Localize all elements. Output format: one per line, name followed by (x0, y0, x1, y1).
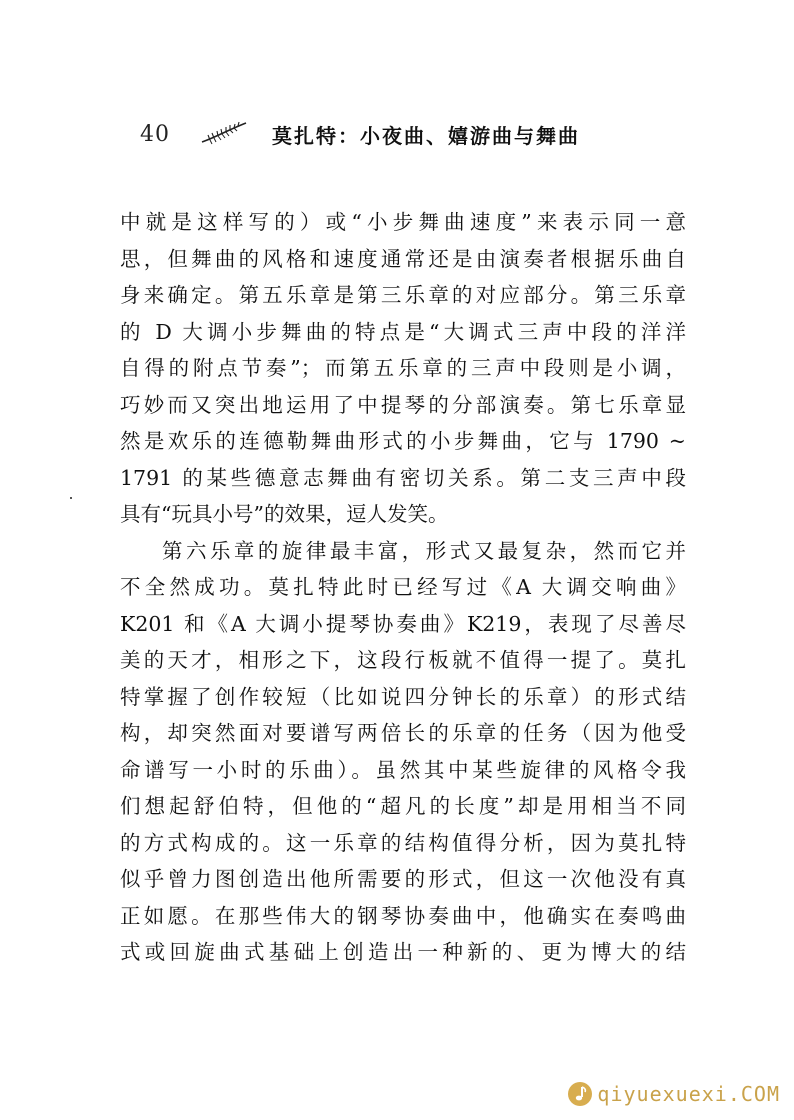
text-line: 自得的附点节奏”；而第五乐章的三声中段则是小调， (120, 356, 686, 380)
page-number: 40 (140, 122, 170, 147)
text-line: 然是欢乐的连德勒舞曲形式的小步舞曲，它与 1790 ~ (120, 429, 686, 453)
text-line: 不全然成功。莫扎特此时已经写过《A 大调交响曲》 (120, 575, 686, 599)
running-title: 莫扎特：小夜曲、嬉游曲与舞曲 (272, 124, 580, 148)
text-line: 似乎曾力图创造出他所需要的形式，但这一次他没有真 (120, 867, 686, 891)
text-line: 特掌握了创作较短（比如说四分钟长的乐章）的形式结 (120, 684, 686, 709)
page-header (140, 118, 660, 154)
text-line: 命谱写一小时的乐曲）。虽然其中某些旋律的风格令我 (120, 757, 686, 782)
text-line: 构，却突然面对要谱写两倍长的乐章的任务（因为他受 (120, 721, 686, 745)
body-text (120, 204, 686, 971)
text-line: 身来确定。第五乐章是第三乐章的对应部分。第三乐章 (120, 283, 686, 307)
text-line: 中就是这样写的）或“小步舞曲速度”来表示同一意 (120, 210, 686, 234)
text-line: 的方式构成的。这一乐章的结构值得分析，因为莫扎特 (120, 830, 686, 855)
margin-mark (70, 497, 72, 499)
text-line: 们想起舒伯特，但他的“超凡的长度”却是用相当不同 (120, 794, 686, 818)
text-line: 具有“玩具小号”的效果，逗人发笑。 (120, 502, 449, 526)
text-line-paragraph-start: 第六乐章的旋律最丰富，形式又最复杂，然而它并 (162, 538, 686, 563)
watermark-text: qiyuexuexi.COM (597, 1082, 780, 1106)
text-line: 美的天才，相形之下，这段行板就不值得一提了。莫扎 (120, 648, 686, 672)
text-line: 巧妙而又突出地运用了中提琴的分部演奏。第七乐章显 (120, 392, 686, 417)
site-watermark (567, 1080, 780, 1108)
feather-ornament-icon (200, 120, 248, 146)
text-line: 式或回旋曲式基础上创造出一种新的、更为博大的结 (120, 940, 686, 964)
text-line: 思，但舞曲的风格和速度通常还是由演奏者根据乐曲自 (120, 246, 686, 271)
music-note-logo-icon (567, 1081, 593, 1107)
text-line: 正如愿。在那些伟大的钢琴协奏曲中，他确实在奏鸣曲 (120, 903, 686, 928)
text-line: 的 D 大调小步舞曲的特点是“大调式三声中段的洋洋 (120, 319, 686, 344)
text-line: K201 和《A 大调小提琴协奏曲》K219，表现了尽善尽 (120, 611, 686, 636)
text-line: 1791 的某些德意志舞曲有密切关系。第二支三声中段 (120, 465, 686, 490)
